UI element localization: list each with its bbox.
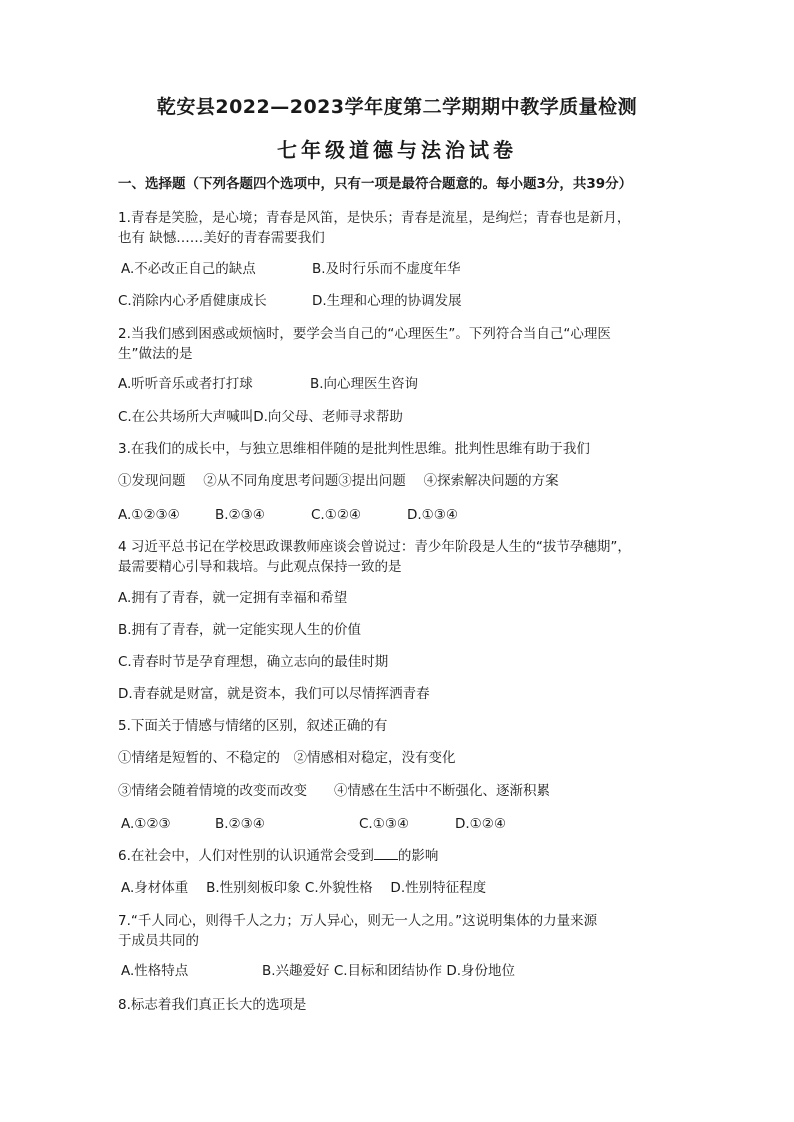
q5-items-line1: ①情绪是短暂的、不稳定的 ②情感相对稳定，没有变化 <box>118 750 456 766</box>
q6-stem-pre: 6.在社会中，人们对性别的认识通常会受到 <box>118 848 374 864</box>
q1-option-a: A.不必改正自己的缺点 <box>121 261 256 277</box>
q7-option-a: A.性格特点 <box>121 963 189 979</box>
q7-stem-line1: 7.“千人同心，则得千人之力；万人异心，则无一人之用。”这说明集体的力量来源 <box>118 913 598 929</box>
q8-stem: 8.标志着我们真正长大的选项是 <box>118 997 307 1013</box>
q2-option-cd: C.在公共场所大声喊叫D.向父母、老师寻求帮助 <box>118 409 403 425</box>
q4-option-b: B.拥有了青春，就一定能实现人生的价值 <box>118 622 362 638</box>
q3-option-a: A.①②③④ <box>118 507 180 523</box>
q2-option-b: B.向心理医生咨询 <box>310 376 419 392</box>
q6-stem-post: 的影响 <box>397 848 439 864</box>
q5-option-b: B.②③④ <box>215 816 265 832</box>
q4-stem-line2: 最需要精心引导和栽培。与此观点保持一致的是 <box>118 559 402 575</box>
q5-option-a: A.①②③ <box>121 816 171 832</box>
q4-option-d: D.青春就是财富，就是资本，我们可以尽情挥洒青春 <box>118 686 430 702</box>
q3-option-b: B.②③④ <box>215 507 265 523</box>
q1-option-c: C.消除内心矛盾健康成长 <box>118 293 267 309</box>
q3-stem: 3.在我们的成长中，与独立思维相伴随的是批判性思维。批判性思维有助于我们 <box>118 441 590 457</box>
exam-title: 乾安县2022—2023学年度第二学期期中教学质量检测 <box>156 96 638 118</box>
q2-stem-line2: 生”做法的是 <box>118 346 193 362</box>
q4-option-c: C.青春时节是孕育理想，确立志向的最佳时期 <box>118 654 389 670</box>
q3-items: ①发现问题 ②从不同角度思考问题③提出问题 ④探索解决问题的方案 <box>118 473 559 489</box>
q5-stem: 5.下面关于情感与情绪的区别，叙述正确的有 <box>118 718 388 734</box>
section-heading: 一、选择题（下列各题四个选项中，只有一项是最符合题意的。每小题3分，共39分） <box>118 176 633 192</box>
q4-option-a: A.拥有了青春，就一定拥有幸福和希望 <box>118 590 348 606</box>
exam-subtitle: 七年级道德与法治试卷 <box>277 138 517 162</box>
q3-option-d: D.①③④ <box>407 507 458 523</box>
q3-option-c: C.①②④ <box>311 507 362 523</box>
q7-option-bcd: B.兴趣爱好 C.目标和团结协作 D.身份地位 <box>262 963 516 979</box>
q5-items-line2: ③情绪会随着情境的改变而改变 ④情感在生活中不断强化、逐渐积累 <box>118 783 550 799</box>
q1-option-b: B.及时行乐而不虚度年华 <box>312 261 461 277</box>
q5-option-d: D.①②④ <box>455 816 506 832</box>
q4-stem-line1: 4 习近平总书记在学校思政课教师座谈会曾说过：青少年阶段是人生的“拔节孕穗期”， <box>118 539 631 555</box>
q2-option-a: A.听听音乐或者打打球 <box>118 376 253 392</box>
q1-option-d: D.生理和心理的协调发展 <box>312 293 462 309</box>
q1-stem-line1: 1.青春是笑脸，是心境；青春是风笛，是快乐；青春是流星，是绚烂；青春也是新月， <box>118 210 631 226</box>
q2-stem-line1: 2.当我们感到困惑或烦恼时，要学会当自己的“心理医生”。下列符合当自己“心理医 <box>118 326 611 342</box>
q5-option-c: C.①③④ <box>359 816 410 832</box>
q6-options: A.身材体重 B.性别刻板印象 C.外貌性格 D.性别特征程度 <box>121 880 487 896</box>
q6-stem <box>118 847 438 865</box>
q6-answer-blank <box>374 847 398 860</box>
q7-stem-line2: 于成员共同的 <box>118 933 199 949</box>
q1-stem-line2: 也有 缺憾……美好的青春需要我们 <box>118 230 325 246</box>
